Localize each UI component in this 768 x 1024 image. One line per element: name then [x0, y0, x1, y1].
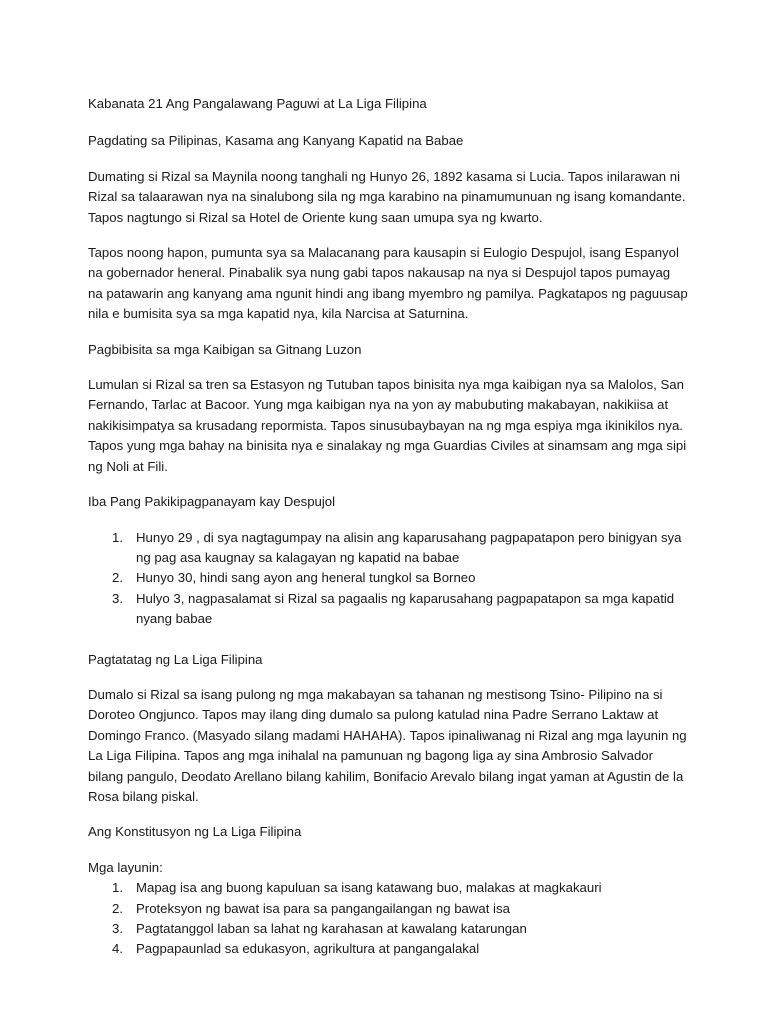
list-item — [88, 878, 688, 898]
section-heading-despujol-interviews: Iba Pang Pakikipagpanayam kay Despujol — [88, 494, 336, 510]
paragraph: Dumalo si Rizal sa isang pulong ng mga makabayan sa tahanan ng mestisong Tsino- Pilipino na si Doroteo Ongjunco. Tapos may ilang ding dumalo sa pulong katulad nina Padre Serrano Laktaw at Domingo Franco. (Masyado silang madami HAHAHA). Tapos ipinaliwanag ni Rizal ang mga layunin ng La Liga Filipina. Tapos ang mga inihalal na pamunuan ng bagong liga ay sina Ambrosio Salvador bilang pangulo, Deodato Arellano bilang kahilim, Bonifacio Arevalo bilang ingat yaman at Agustin de la Rosa bilang piskal. — [88, 686, 687, 804]
paragraph: Lumulan si Rizal sa tren sa Estasyon ng Tutuban tapos binisita nya mga kaibigan nya sa Malolos, San Fernando, Tarlac at Bacoor. Yung mga kaibigan nya na yon ay mabubuting makabayan, nakikiisa at nakikisimpatya sa krusadang repormista. Tapos sinusubaybayan na ng mga espiya mga ikinikilos nya. Tapos yung mga bahay na binisita nya e sinalakay ng mga Guardias Civiles at sinamsam ang mga sipi ng Noli at Fili. — [88, 377, 687, 474]
document-title: Kabanata 21 Ang Pangalawang Paguwi at La Liga Filipina — [88, 96, 427, 111]
section-heading-constitution: Ang Konstitusyon ng La Liga Filipina — [88, 824, 302, 840]
list-item — [88, 899, 688, 919]
list-item-text: Pagtatanggol laban sa lahat ng karahasan at kawalang katarungan — [136, 921, 527, 936]
section-heading-la-liga-founding: Pagtatatag ng La Liga Filipina — [88, 651, 263, 667]
list-item-text: Hunyo 30, hindi sang ayon ang heneral tungkol sa Borneo — [136, 570, 476, 586]
list-item — [88, 589, 688, 630]
list-item-text: Hunyo 29 , di sya nagtagumpay na alisin ang kaparusahang pagpapatapon pero binigyan sya ng pag asa kaugnay sa kalagayan ng kapatid na babae — [136, 529, 682, 565]
section-heading-central-luzon: Pagbibisita sa mga Kaibigan sa Gitnang Luzon — [88, 341, 362, 357]
list-number: 2. — [112, 570, 123, 586]
list-number: 3. — [112, 590, 123, 606]
list-item — [88, 939, 688, 959]
list-item — [88, 919, 688, 939]
list-number: 1. — [112, 529, 123, 545]
list-item-text: Pagpapaunlad sa edukasyon, agrikultura at pangangalakal — [136, 941, 480, 957]
list-number: 2. — [112, 900, 123, 916]
list-item-text: Mapag isa ang buong kapuluan sa isang katawang buo, malakas at magkakauri — [136, 880, 602, 896]
list-item-text: Hulyo 3, nagpasalamat si Rizal sa pagaalis ng kaparusahang pagpapatapon sa mga kapatid nyang babae — [136, 590, 675, 627]
paragraph: Dumating si Rizal sa Maynila noong tanghali ng Hunyo 26, 1892 kasama si Lucia. Tapos inilarawan ni Rizal sa talaarawan nya na sinalubong sila ng mga karabino na pinamumunuan ng isang komandante. Tapos nagtungo si Rizal sa Hotel de Oriente kung saan umupa sya ng kwarto. — [88, 168, 686, 225]
numbered-list — [88, 528, 688, 630]
paragraph: Tapos noong hapon, pumunta sya sa Malacanang para kausapin si Eulogio Despujol, isang Espanyol na gobernador heneral. Pinabalik sya nung gabi tapos nakausap na nya si Despujol tapos pumayag na patawarin ang kanyang ama ngunit hindi ang ibang myembro ng pamilya. Pagkatapos ng paguusap nila e bumisita sya sa mga kapatid nya, kila Narcisa at Saturnina. — [88, 245, 688, 322]
list-item — [88, 568, 688, 588]
document-page — [88, 94, 688, 960]
section-heading-arrival: Pagdating sa Pilipinas, Kasama ang Kanyang Kapatid na Babae — [88, 133, 464, 149]
list-number: 4. — [112, 941, 123, 957]
list-number: 3. — [112, 921, 123, 936]
list-number: 1. — [112, 880, 123, 896]
list-item — [88, 528, 688, 569]
numbered-list — [88, 878, 688, 960]
list-item-text: Proteksyon ng bawat isa para sa pangangailangan ng bawat isa — [136, 900, 510, 916]
objectives-label: Mga layunin: — [88, 859, 163, 875]
